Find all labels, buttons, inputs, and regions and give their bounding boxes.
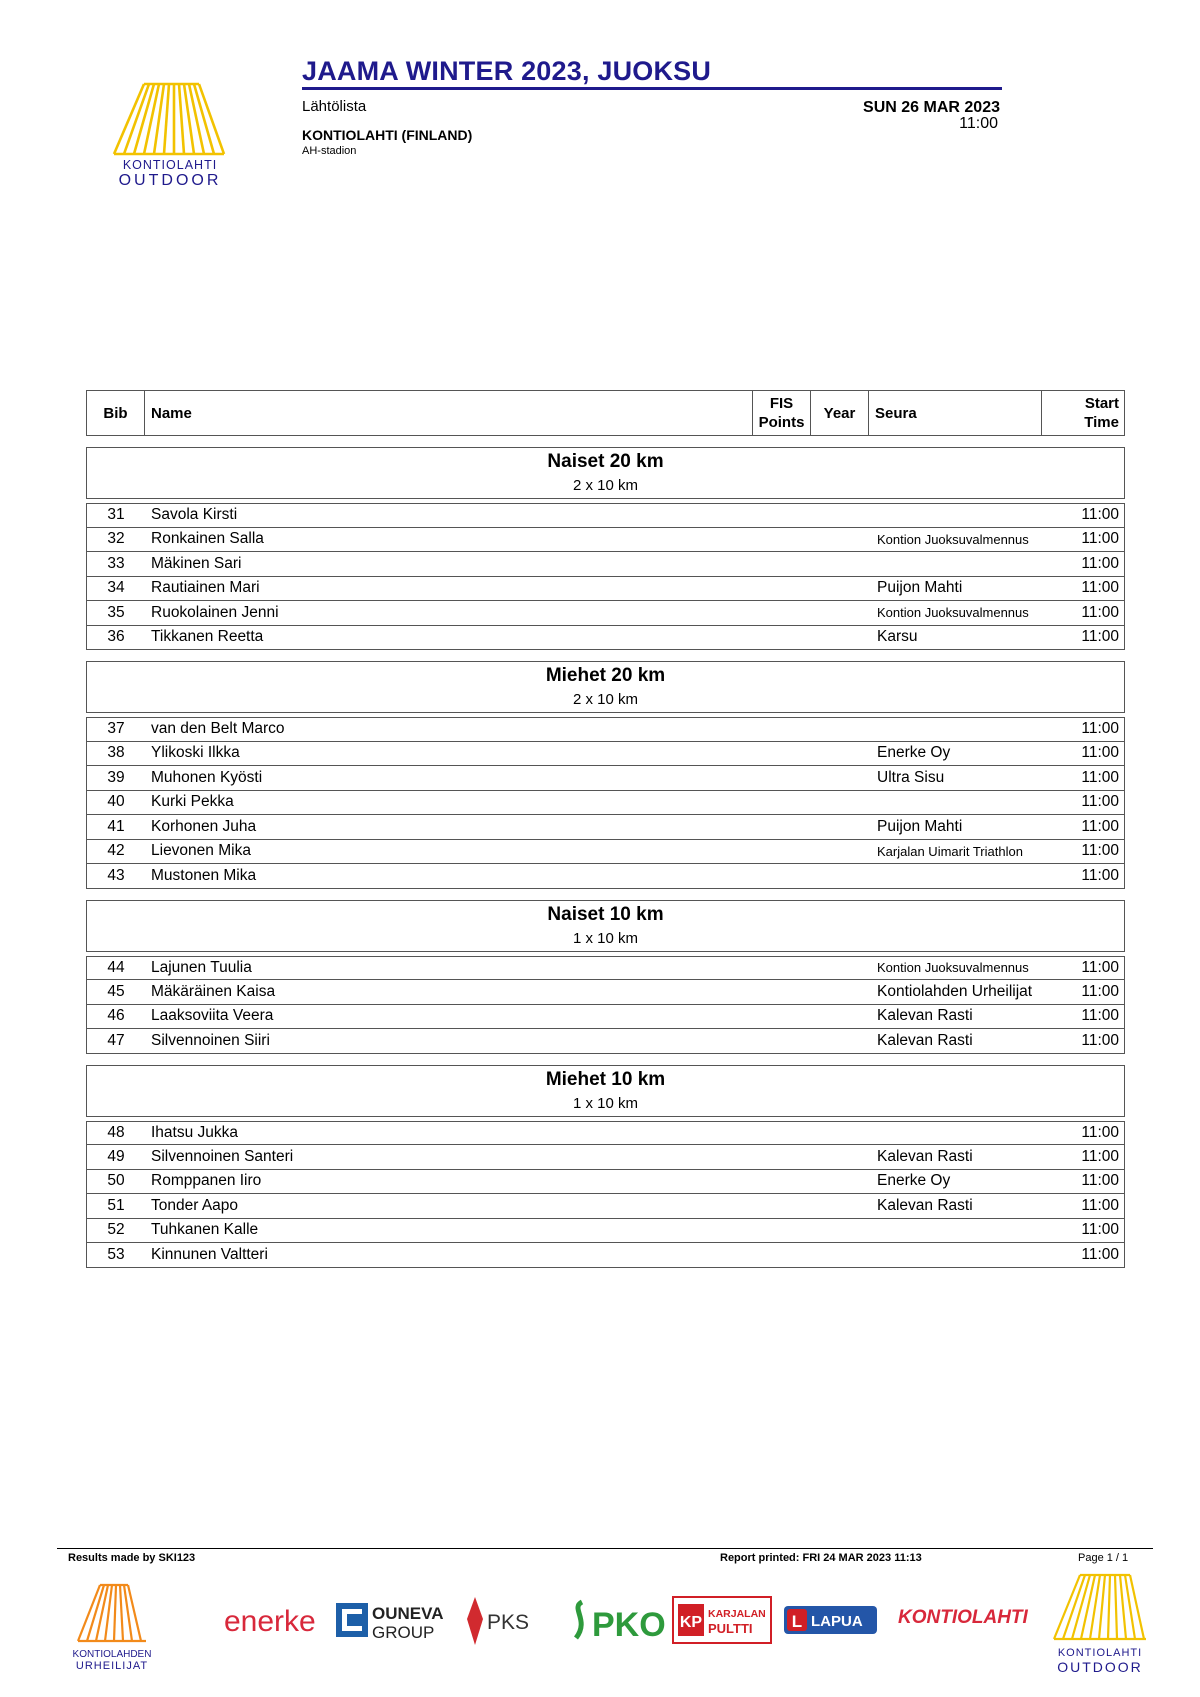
bib-cell: 36 (107, 628, 125, 646)
name-cell: Kurki Pekka (151, 793, 234, 811)
bib-cell: 53 (107, 1245, 125, 1263)
lapua-logo (783, 1602, 878, 1638)
start-time-cell: 11:00 (1081, 579, 1119, 597)
svg-text:KP: KP (679, 1614, 703, 1631)
start-list-table (86, 390, 1125, 1268)
category-header (86, 661, 1125, 713)
bib-cell: 46 (107, 1007, 125, 1025)
seura-cell: Kalevan Rasti (877, 1031, 973, 1049)
table-row (86, 864, 1125, 889)
bib-cell: 33 (107, 554, 125, 572)
bib-cell: 40 (107, 793, 125, 811)
bib-cell: 37 (107, 720, 125, 738)
table-row (86, 766, 1125, 791)
karjalan-text-2: PULTTI (708, 1621, 753, 1636)
footer-report-printed: Report printed: FRI 24 MAR 2023 11:13 (720, 1552, 922, 1564)
table-row (86, 1121, 1125, 1146)
name-cell: Mäkinen Sari (151, 554, 242, 572)
event-venue: AH-stadion (302, 145, 357, 157)
lapua-text: LAPUA (811, 1613, 863, 1630)
name-cell: Lajunen Tuulia (151, 958, 252, 976)
col-fis-points (753, 391, 811, 435)
event-date: SUN 26 MAR 2023 (863, 99, 1000, 116)
footer-page-number: Page 1 / 1 (1078, 1552, 1129, 1564)
table-row (86, 1194, 1125, 1219)
bib-cell: 38 (107, 744, 125, 762)
name-cell: Ylikoski Ilkka (151, 744, 240, 762)
sponsor-kontiolahden-1: KONTIOLAHDEN (72, 1649, 152, 1660)
pko-logo (568, 1598, 666, 1644)
start-time-cell: 11:00 (1081, 1123, 1119, 1141)
logo-text-2: OUTDOOR (118, 172, 222, 189)
start-time-cell: 11:00 (1081, 1007, 1119, 1025)
bib-cell: 41 (107, 817, 125, 835)
bib-cell: 31 (107, 506, 125, 524)
seura-cell: Kontion Juoksuvalmennus (877, 531, 1029, 547)
table-row (86, 601, 1125, 626)
start-time-cell: 11:00 (1081, 744, 1119, 762)
name-cell: Silvennoinen Santeri (151, 1147, 294, 1165)
name-cell: Ruokolainen Jenni (151, 603, 279, 621)
category-distance: 1 x 10 km (572, 1094, 639, 1112)
seura-cell: Enerke Oy (877, 744, 951, 762)
kontiolahden-urheilijat-logo (62, 1583, 162, 1673)
name-cell: Ihatsu Jukka (151, 1123, 239, 1141)
col-name: Name (145, 391, 753, 435)
col-year: Year (811, 391, 869, 435)
table-header (86, 390, 1125, 436)
start-time-cell: 11:00 (1081, 842, 1119, 860)
bib-cell: 39 (107, 768, 125, 786)
kontiolahti-outdoor-footer-logo (1040, 1573, 1160, 1678)
col-bib: Bib (87, 391, 145, 435)
event-location: KONTIOLAHTI (FINLAND) (302, 127, 473, 143)
logo-text-1: KONTIOLAHTI (122, 158, 218, 172)
col-seura: Seura (869, 391, 1042, 435)
table-row (86, 1005, 1125, 1030)
svg-text:L: L (791, 1612, 803, 1631)
bib-cell: 44 (107, 958, 125, 976)
name-cell: Rautiainen Mari (151, 579, 260, 597)
seura-cell: Puijon Mahti (877, 817, 963, 835)
seura-cell: Kontiolahden Urheilijat (877, 982, 1033, 1000)
pko-text: PKO (592, 1606, 666, 1644)
category-name: Miehet 10 km (545, 1068, 666, 1090)
table-row (86, 1170, 1125, 1195)
start-time-cell: 11:00 (1081, 958, 1119, 976)
name-cell: Laaksoviita Veera (151, 1007, 274, 1025)
table-row (86, 840, 1125, 865)
table-row (86, 1243, 1125, 1268)
start-time-cell: 11:00 (1081, 628, 1119, 646)
start-time-cell: 11:00 (1081, 554, 1119, 572)
table-row (86, 791, 1125, 816)
seura-cell: Kontion Juoksuvalmennus (877, 960, 1029, 976)
start-time-cell: 11:00 (1081, 817, 1119, 835)
pks-logo (465, 1595, 560, 1647)
seura-cell: Karjalan Uimarit Triathlon (877, 843, 1023, 859)
bib-cell: 32 (107, 530, 125, 548)
category-name: Naiset 10 km (547, 903, 664, 925)
kontiolahti-logo: KONTIOLAHTI (898, 1607, 1028, 1628)
start-time-cell: 11:00 (1081, 768, 1119, 786)
event-time: 11:00 (959, 115, 998, 132)
table-row (86, 1145, 1125, 1170)
table-row (86, 626, 1125, 651)
table-row (86, 956, 1125, 981)
name-cell: Tikkanen Reetta (151, 628, 264, 646)
start-time-cell: 11:00 (1081, 1245, 1119, 1263)
table-row (86, 980, 1125, 1005)
karjalan-pultti-logo (672, 1596, 772, 1644)
ouneva-text-2: GROUP (372, 1623, 435, 1642)
category-distance: 1 x 10 km (572, 929, 639, 947)
start-time-cell: 11:00 (1081, 720, 1119, 738)
col-fis-line2: Points (758, 414, 805, 431)
start-time-cell: 11:00 (1081, 1147, 1119, 1165)
name-cell: Romppanen Iiro (151, 1172, 262, 1190)
category-header (86, 1065, 1125, 1117)
category-distance: 2 x 10 km (572, 477, 639, 494)
seura-cell: Kontion Juoksuvalmennus (877, 605, 1029, 621)
name-cell: Lievonen Mika (151, 842, 251, 860)
col-start-line1: Start (1084, 395, 1119, 412)
seura-cell: Enerke Oy (877, 1172, 951, 1190)
start-time-cell: 11:00 (1081, 1172, 1119, 1190)
seura-cell: Karsu (877, 628, 918, 646)
bib-cell: 49 (107, 1147, 125, 1165)
name-cell: Ronkainen Salla (151, 530, 264, 548)
table-row (86, 815, 1125, 840)
pks-text: PKS (487, 1611, 530, 1634)
col-fis-line1: FIS (769, 395, 794, 412)
table-row (86, 1029, 1125, 1054)
start-time-cell: 11:00 (1081, 1031, 1119, 1049)
bib-cell: 47 (107, 1031, 125, 1049)
bib-cell: 52 (107, 1221, 125, 1239)
name-cell: Muhonen Kyösti (151, 768, 263, 786)
sponsor-kontiolahden-2: URHEILIJAT (75, 1660, 149, 1672)
ouneva-group-logo (335, 1600, 444, 1642)
category-header (86, 900, 1125, 952)
category-name: Naiset 20 km (547, 451, 664, 472)
table-row (86, 717, 1125, 742)
footer-rule (57, 1548, 1153, 1549)
seura-cell: Ultra Sisu (877, 768, 945, 786)
name-cell: Mustonen Mika (151, 866, 257, 884)
category-name: Miehet 20 km (545, 665, 666, 686)
start-time-cell: 11:00 (1081, 982, 1119, 1000)
name-cell: Tonder Aapo (151, 1196, 239, 1214)
start-time-cell: 11:00 (1081, 1196, 1119, 1214)
category-groups (86, 447, 1125, 1268)
bib-cell: 48 (107, 1123, 125, 1141)
name-cell: Korhonen Juha (151, 817, 257, 835)
start-time-cell: 11:00 (1081, 1221, 1119, 1239)
table-row (86, 1219, 1125, 1244)
table-row (86, 528, 1125, 553)
name-cell: Mäkäräinen Kaisa (151, 982, 276, 1000)
table-row (86, 742, 1125, 767)
bib-cell: 51 (107, 1196, 125, 1214)
ouneva-text-1: OUNEVA (372, 1604, 444, 1623)
col-start-line2: Time (1084, 414, 1119, 431)
footer-results-by: Results made by SKI123 (68, 1552, 196, 1564)
start-time-cell: 11:00 (1081, 793, 1119, 811)
table-row (86, 503, 1125, 528)
name-cell: Kinnunen Valtteri (151, 1245, 268, 1263)
name-cell: Silvennoinen Siiri (151, 1031, 270, 1049)
category-header (86, 447, 1125, 499)
category-distance: 2 x 10 km (572, 691, 639, 708)
bib-cell: 34 (107, 579, 125, 597)
name-cell: Tuhkanen Kalle (151, 1221, 259, 1239)
col-start-time (1042, 391, 1124, 435)
bib-cell: 35 (107, 603, 125, 621)
start-time-cell: 11:00 (1081, 530, 1119, 548)
document-subtitle: Lähtölista (302, 98, 367, 115)
table-row (86, 552, 1125, 577)
bib-cell: 50 (107, 1172, 125, 1190)
karjalan-text-1: KARJALAN (708, 1608, 766, 1620)
name-cell: van den Belt Marco (151, 720, 285, 738)
title-underline (302, 87, 1002, 90)
start-time-cell: 11:00 (1081, 506, 1119, 524)
kontiolahti-outdoor-logo (100, 80, 240, 192)
table-row (86, 577, 1125, 602)
seura-cell: Kalevan Rasti (877, 1007, 973, 1025)
name-cell: Savola Kirsti (151, 506, 238, 524)
bib-cell: 45 (107, 982, 125, 1000)
start-time-cell: 11:00 (1081, 866, 1119, 884)
bib-cell: 42 (107, 842, 125, 860)
seura-cell: Kalevan Rasti (877, 1147, 973, 1165)
page-title: JAAMA WINTER 2023, JUOKSU (302, 56, 712, 86)
seura-cell: Kalevan Rasti (877, 1196, 973, 1214)
seura-cell: Puijon Mahti (877, 579, 963, 597)
outdoor-text-1: KONTIOLAHTI (1057, 1647, 1143, 1659)
start-time-cell: 11:00 (1081, 603, 1119, 621)
enerke-logo: enerke (224, 1605, 316, 1638)
outdoor-text-2: OUTDOOR (1057, 1659, 1143, 1675)
bib-cell: 43 (107, 866, 125, 884)
